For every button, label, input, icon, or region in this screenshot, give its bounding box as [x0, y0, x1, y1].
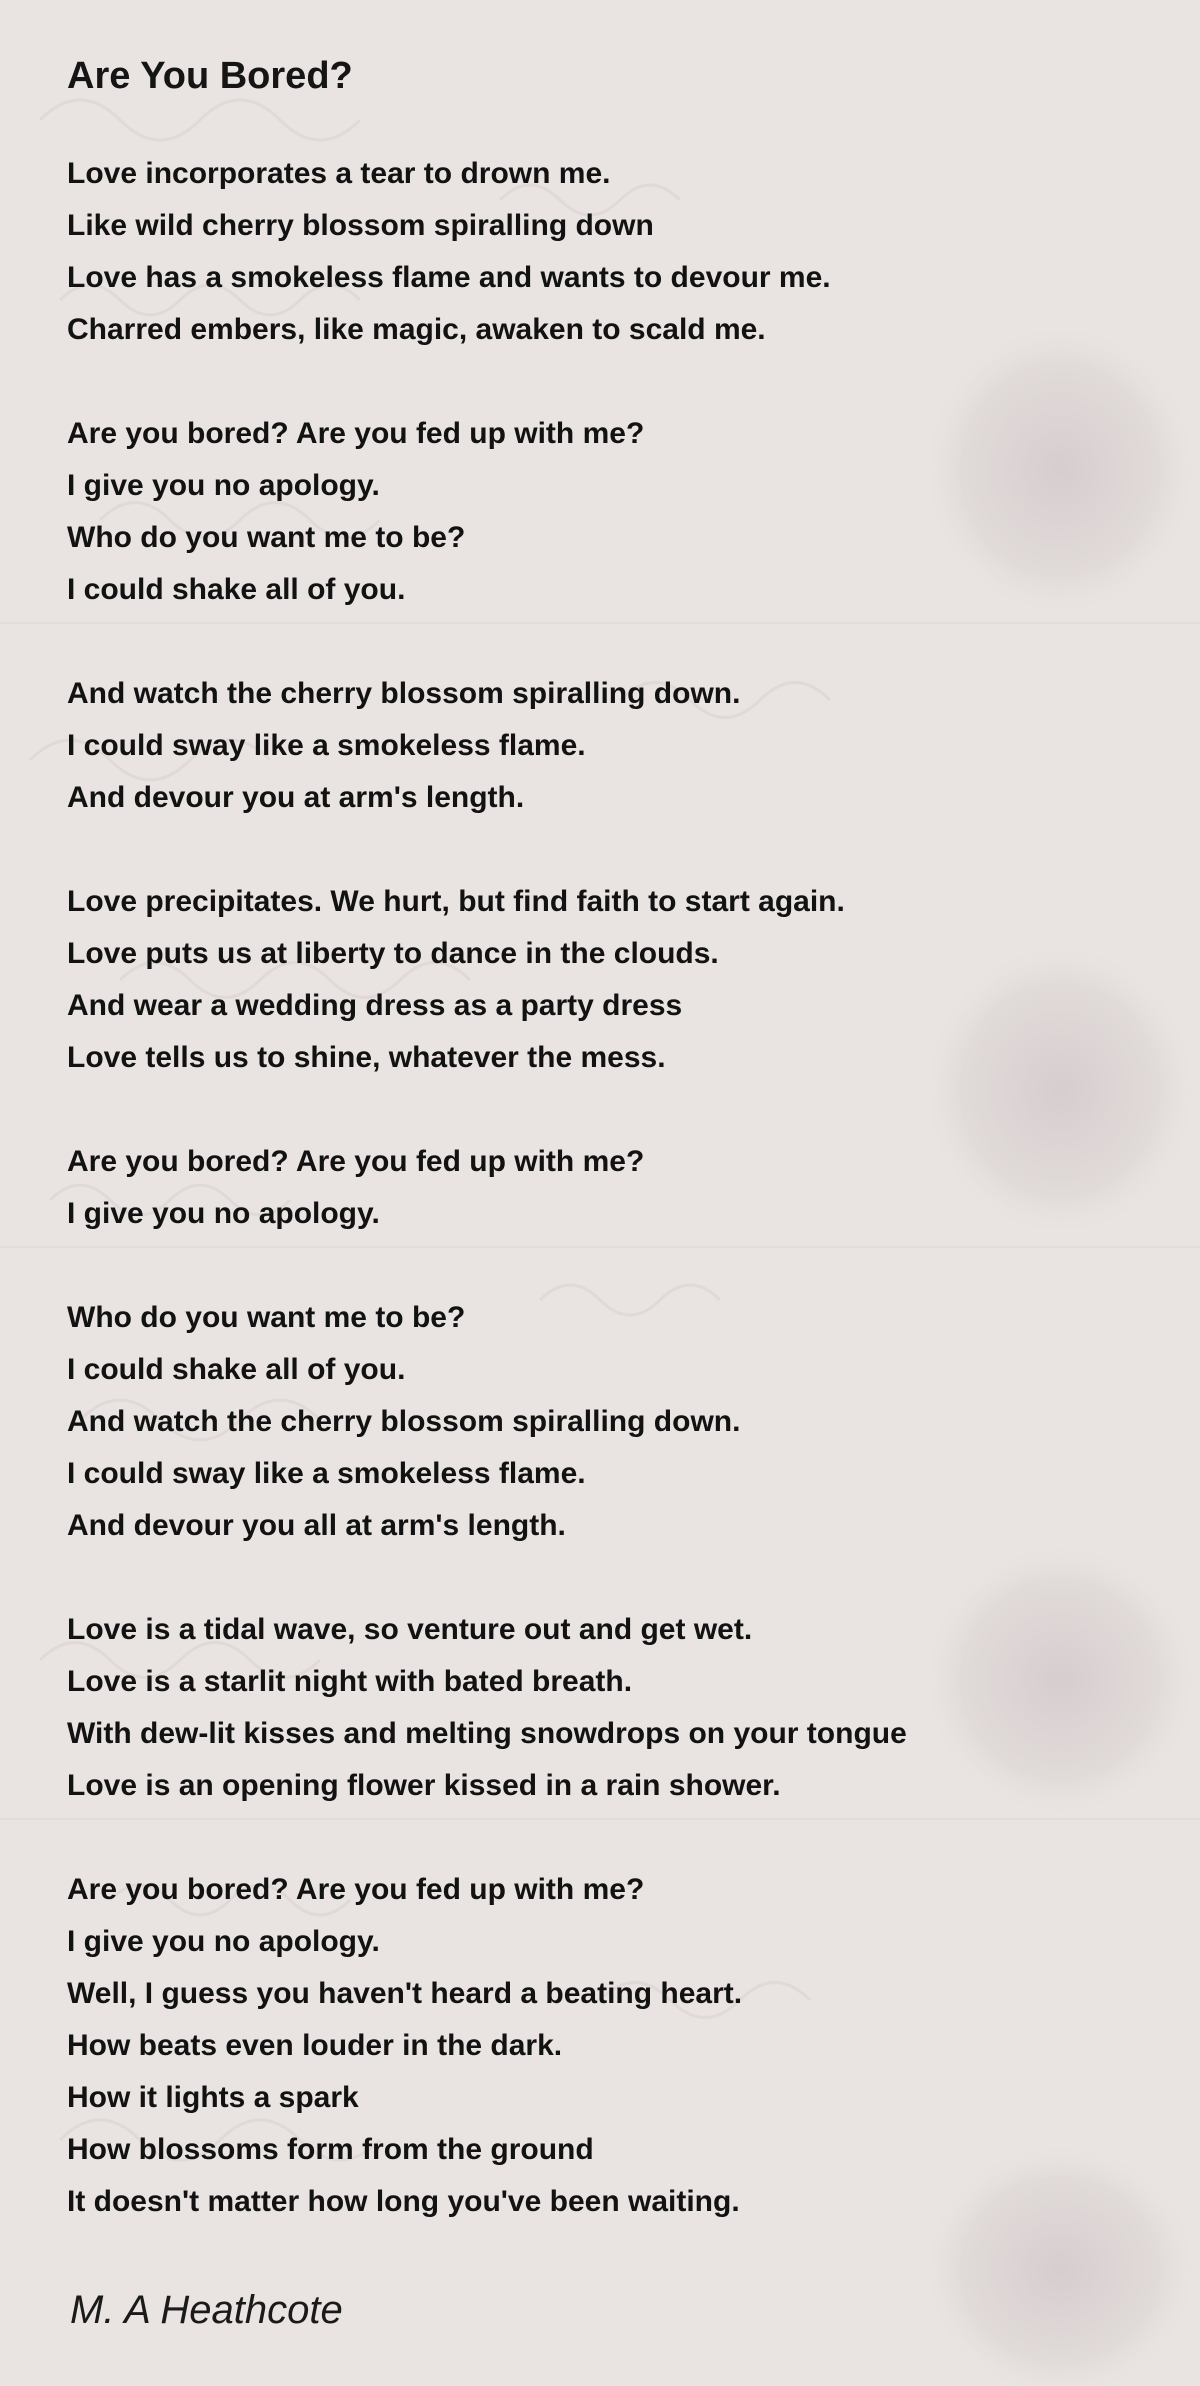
poem-line: Who do you want me to be?: [67, 1301, 466, 1334]
poem-line: And watch the cherry blossom spiralling down.: [67, 1405, 741, 1438]
poem-line: Are you bored? Are you fed up with me?: [67, 1873, 645, 1906]
poem-line: Are you bored? Are you fed up with me?: [67, 417, 645, 450]
poem-line: Who do you want me to be?: [67, 521, 466, 554]
poem-line: Love is a tidal wave, so venture out and get wet.: [67, 1613, 753, 1646]
poem-line: I could sway like a smokeless flame.: [67, 1457, 586, 1490]
poem-line: I give you no apology.: [67, 1925, 380, 1958]
poem-stanza: [67, 408, 1157, 616]
poem-line: I give you no apology.: [67, 1197, 380, 1230]
poem-body: [67, 148, 1157, 2280]
poem-line: Love has a smokeless flame and wants to devour me.: [67, 261, 831, 294]
poem-stanza: [67, 1864, 1157, 2228]
poem-line: Love tells us to shine, whatever the mess.: [67, 1041, 666, 1074]
poem-line: How beats even louder in the dark.: [67, 2029, 563, 2062]
poem-line: Love incorporates a tear to drown me.: [67, 157, 611, 190]
poem-stanza: [67, 148, 1157, 356]
poem-line: Charred embers, like magic, awaken to scald me.: [67, 313, 766, 346]
poem-stanza: [67, 668, 1157, 824]
poem-line: Love is a starlit night with bated breath.: [67, 1665, 633, 1698]
poem-line: Love is an opening flower kissed in a rain shower.: [67, 1769, 781, 1802]
poem-line: I give you no apology.: [67, 469, 380, 502]
poem-line: Are you bored? Are you fed up with me?: [67, 1145, 645, 1178]
poem-title: Are You Bored?: [67, 55, 353, 97]
poem-line: With dew-lit kisses and melting snowdrops on your tongue: [67, 1717, 907, 1750]
poem-line: I could shake all of you.: [67, 1353, 406, 1386]
poem-stanza: [67, 1136, 1157, 1240]
poem-line: It doesn't matter how long you've been waiting.: [67, 2185, 740, 2218]
poem-line: And devour you at arm's length.: [67, 781, 525, 814]
poem-line: And watch the cherry blossom spiralling down.: [67, 677, 741, 710]
poem-stanza: [67, 1604, 1157, 1812]
poem-stanza: [67, 1292, 1157, 1552]
poem-line: Well, I guess you haven't heard a beating heart.: [67, 1977, 743, 2010]
poem-line: And wear a wedding dress as a party dress: [67, 989, 683, 1022]
poem-line: And devour you all at arm's length.: [67, 1509, 566, 1542]
poem-line: I could sway like a smokeless flame.: [67, 729, 586, 762]
poem-line: How it lights a spark: [67, 2081, 359, 2114]
poem-line: Like wild cherry blossom spiralling down: [67, 209, 654, 242]
poem-line: How blossoms form from the ground: [67, 2133, 594, 2166]
poem-line: I could shake all of you.: [67, 573, 406, 606]
poem-author: M. A Heathcote: [70, 2288, 343, 2332]
poem-stanza: [67, 876, 1157, 1084]
poem-line: Love precipitates. We hurt, but find faith to start again.: [67, 885, 845, 918]
poem-line: Love puts us at liberty to dance in the clouds.: [67, 937, 719, 970]
